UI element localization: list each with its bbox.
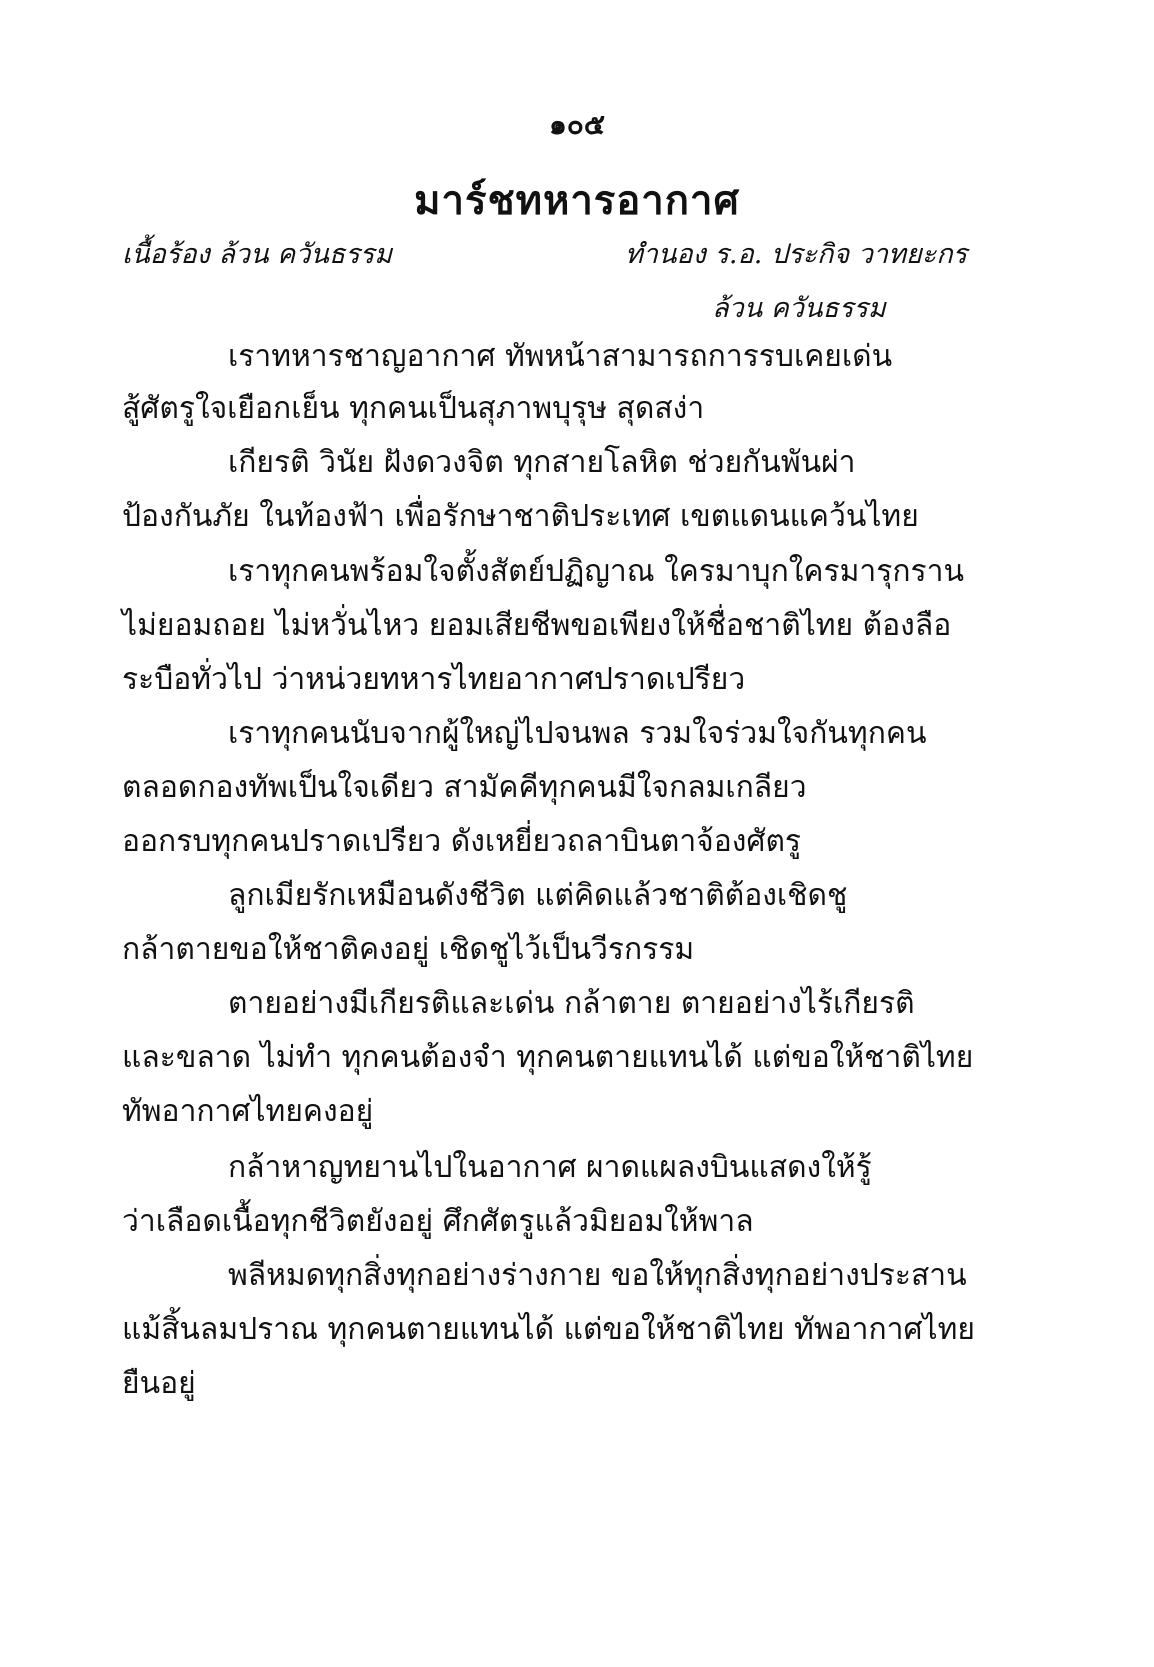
lyrics-line: และขลาด ไม่ทำ ทุกคนต้องจำ ทุกคนตายแทนได้ แต่ขอให้ชาติไทย <box>122 1040 974 1075</box>
lyrics-line: เราทุกคนพร้อมใจตั้งสัตย์ปฏิญาณ ใครมาบุกใครมารุกราน <box>228 554 964 589</box>
lyrics-line: แม้สิ้นลมปราณ ทุกคนตายแทนได้ แต่ขอให้ชาติไทย ทัพอากาศไทย <box>122 1312 975 1347</box>
lyrics-line: เกียรติ วินัย ฝังดวงจิต ทุกสายโลหิต ช่วยกันพันผ่า <box>228 445 856 480</box>
melody-credit-2: ล้วน ควันธรรม <box>712 293 886 324</box>
lyrics-line: ไม่ยอมถอย ไม่หวั่นไหว ยอมเสียชีพขอเพียงให้ชื่อชาติไทย ต้องลือ <box>122 608 952 643</box>
lyrics-line: ป้องกันภัย ในท้องฟ้า เพื่อรักษาชาติประเทศ เขตแดนแคว้นไทย <box>122 499 919 534</box>
lyrics-line: สู้ศัตรูใจเยือกเย็น ทุกคนเป็นสุภาพบุรุษ สุดสง่า <box>122 391 705 426</box>
lyrics-credit: เนื้อร้อง ล้วน ควันธรรม <box>122 239 393 270</box>
melody-credit: ทำนอง ร.อ. ประกิจ วาทยะกร <box>625 239 968 270</box>
lyrics-line: เราทุกคนนับจากผู้ใหญ่ไปจนพล รวมใจร่วมใจกันทุกคน <box>228 716 927 751</box>
lyrics-line: ยืนอยู่ <box>122 1366 196 1401</box>
lyrics-line: ออกรบทุกคนปราดเปรียว ดังเหยี่ยวถลาบินตาจ้องศัตรู <box>122 824 802 859</box>
lyrics-line: ตลอดกองทัพเป็นใจเดียว สามัคคีทุกคนมีใจกลมเกลียว <box>122 770 807 805</box>
lyrics-line: ระบือทั่วไป ว่าหน่วยทหารไทยอากาศปราดเปรียว <box>122 662 746 697</box>
lyrics-line: ตายอย่างมีเกียรติและเด่น กล้าตาย ตายอย่างไร้เกียรติ <box>228 986 915 1021</box>
lyrics-line: พลีหมดทุกสิ่งทุกอย่างร่างกาย ขอให้ทุกสิ่งทุกอย่างประสาน <box>228 1258 967 1293</box>
lyrics-line: ลูกเมียรักเหมือนดังชีวิต แต่คิดแล้วชาติต้องเชิดชู <box>228 878 848 913</box>
lyrics-line: ว่าเลือดเนื้อทุกชีวิตยังอยู่ ศึกศัตรูแล้วมิยอมให้พาล <box>122 1204 754 1239</box>
page-title: มาร์ชทหารอากาศ <box>414 177 740 224</box>
lyrics-line: กล้าตายขอให้ชาติคงอยู่ เชิดชูไว้เป็นวีรกรรม <box>122 932 695 967</box>
page-number: ๑๐๕ <box>548 108 606 141</box>
lyrics-line: เราทหารชาญอากาศ ทัพหน้าสามารถการรบเคยเด่น <box>228 339 893 374</box>
lyrics-line: ทัพอากาศไทยคงอยู่ <box>122 1094 374 1129</box>
lyrics-line: กล้าหาญทยานไปในอากาศ ผาดแผลงบินแสดงให้รู้ <box>228 1150 872 1185</box>
